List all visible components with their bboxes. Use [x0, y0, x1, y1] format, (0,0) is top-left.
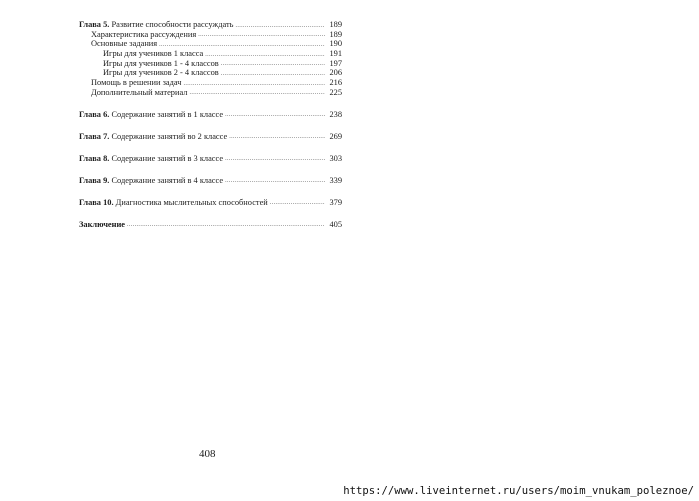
toc-entry-title: [79, 220, 125, 230]
dot-leader: [127, 221, 325, 231]
toc-entry-title: Игры для учеников 2 - 4 классов: [103, 68, 219, 78]
dot-leader: [221, 70, 325, 80]
toc-entry-subsection: [79, 68, 342, 78]
chapter-title: Содержание занятий в 4 классе: [109, 175, 224, 185]
page-number: 408: [199, 448, 216, 460]
toc-entry-chapter-8: [79, 154, 342, 164]
dot-leader: [270, 199, 325, 209]
toc-entry-title: [79, 176, 223, 186]
toc-entry-page: 190: [329, 39, 342, 49]
toc-entry-page: 189: [329, 20, 342, 29]
toc-entry-title: [79, 132, 227, 142]
toc-entry-title: Дополнительный материал: [91, 87, 188, 97]
chapter-title: Содержание занятий в 3 классе: [109, 153, 224, 163]
dot-leader: [225, 155, 325, 165]
toc-entry-page: 269: [329, 131, 342, 141]
dot-leader: [198, 31, 325, 41]
toc-entry-page: 225: [329, 87, 342, 97]
toc-entry-title: Помощь в решении задач: [91, 78, 182, 88]
chapter-title: Развитие способности рассуждать: [109, 20, 234, 29]
dot-leader: [235, 22, 325, 32]
toc-entry-chapter-6: [79, 110, 342, 120]
toc-entry-page: 238: [329, 109, 342, 119]
toc-entry-page: 191: [329, 49, 342, 59]
conclusion-label: Заключение: [79, 219, 126, 229]
dot-leader: [189, 89, 325, 99]
dot-leader: [225, 177, 325, 187]
toc-entry-title: Характеристика рассуждения: [91, 29, 197, 39]
toc-entry-chapter-5: [79, 20, 342, 30]
toc-entry-page: 189: [329, 29, 342, 39]
dot-leader: [225, 111, 325, 121]
dot-leader: [221, 60, 325, 70]
chapter-number: Глава 10.: [79, 197, 114, 207]
toc-entry-chapter-9: [79, 176, 342, 186]
toc-entry-title: Игры для учеников 1 - 4 классов: [103, 58, 219, 68]
toc-entry-page: 303: [329, 153, 342, 163]
toc-entry-page: 216: [329, 78, 342, 88]
toc-entry-title: Основные задания: [91, 39, 158, 49]
table-of-contents: [79, 20, 342, 229]
toc-entry-title: [79, 110, 223, 120]
chapter-title: Содержание занятий в 1 классе: [109, 109, 224, 119]
toc-entry-page: 206: [329, 68, 342, 78]
dot-leader: [183, 80, 325, 90]
chapter-number: Глава 8.: [79, 153, 110, 163]
chapter-number: Глава 9.: [79, 175, 110, 185]
toc-entry-chapter-10: [79, 198, 342, 208]
toc-entry-title: [79, 154, 223, 164]
toc-entry-page: 405: [329, 219, 342, 229]
toc-entry-subsection: [79, 49, 342, 59]
toc-entry-title: Игры для учеников 1 класса: [103, 49, 204, 59]
toc-entry-conclusion: [79, 220, 342, 230]
dot-leader: [159, 41, 325, 51]
toc-entry-chapter-7: [79, 132, 342, 142]
toc-entry-title: [79, 198, 268, 208]
chapter-number: Глава 7.: [79, 131, 110, 141]
toc-entry-page: 379: [329, 197, 342, 207]
chapter-title: Содержание занятий во 2 классе: [109, 131, 228, 141]
source-url-watermark: https://www.liveinternet.ru/users/moim_vnukam_poleznoe/: [343, 485, 694, 497]
dot-leader: [229, 133, 325, 143]
toc-entry-section: [79, 78, 342, 88]
toc-entry-section: [79, 30, 342, 40]
toc-entry-section: [79, 88, 342, 98]
chapter-title: Диагностика мыслительных способностей: [113, 197, 268, 207]
toc-entry-section: [79, 39, 342, 49]
chapter-number: Глава 5.: [79, 20, 110, 29]
toc-entry-page: 339: [329, 175, 342, 185]
toc-entry-page: 197: [329, 58, 342, 68]
dot-leader: [205, 51, 325, 61]
chapter-number: Глава 6.: [79, 109, 110, 119]
toc-entry-title: [79, 20, 233, 30]
